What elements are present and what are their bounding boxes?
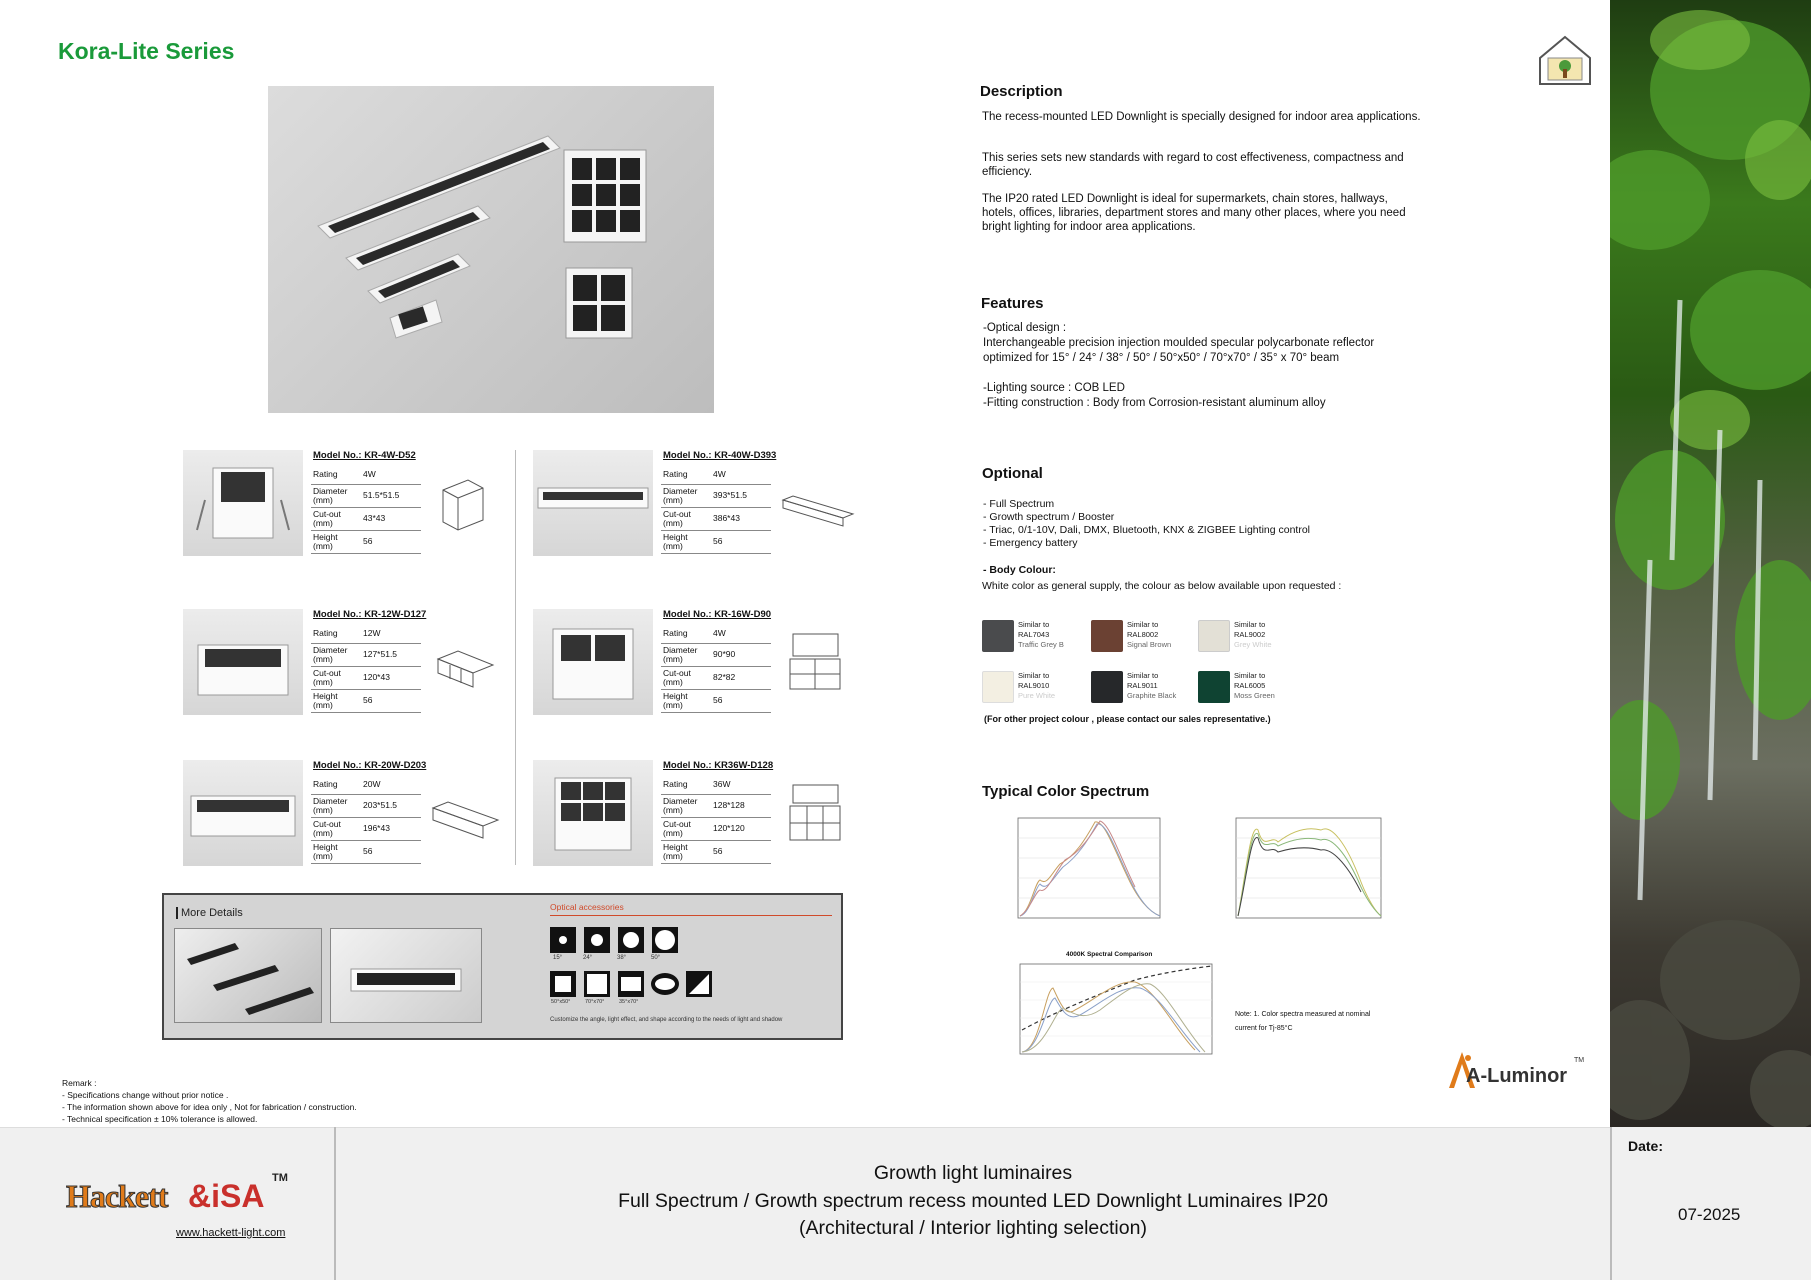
swatch-label: Similar to RAL9010 Pure White — [1018, 671, 1056, 700]
description-paragraph: The IP20 rated LED Downlight is ideal for supermarkets, chain stores, hallways, hotels, offices, libraries, department stores and many other places, where you need bright lighting for indoor area applications. — [982, 193, 1406, 233]
optional-list — [983, 498, 1310, 550]
spec-table — [661, 466, 771, 554]
optional-heading: Optional — [982, 465, 1043, 482]
spectrum-chart-3-title: 4000K Spectral Comparison — [1066, 951, 1153, 958]
swatch-label: Similar to RAL7043 Traffic Grey B — [1018, 620, 1064, 649]
model-thumbnail — [183, 450, 303, 556]
footer-line: (Architectural / Interior lighting selection) — [799, 1217, 1147, 1239]
more-details-title: More Details — [176, 907, 243, 919]
spec-value: 4W — [361, 466, 421, 484]
swatch-label: Similar to RAL9002 Grey White — [1234, 620, 1272, 649]
feature-line: optimized for 15° / 24° / 38° / 50° / 50°x50° / 70°x70° / 35° x 70° beam — [983, 352, 1340, 364]
model-card — [533, 450, 863, 560]
hero-product-image — [268, 86, 714, 413]
model-column-divider — [515, 450, 516, 865]
website-link[interactable]: www.hackett-light.com — [176, 1227, 286, 1239]
date-box — [1610, 1127, 1811, 1280]
spec-value: 4W — [711, 466, 771, 484]
dimension-drawing — [428, 470, 508, 540]
hackett-isa-logo: Hackett &iSA TM — [66, 1172, 288, 1214]
dimension-drawing — [428, 629, 508, 699]
remark-line: - The information shown above for idea only , Not for fabrication / construction. — [62, 1102, 357, 1112]
remark-line: - Specifications change without prior notice . — [62, 1090, 229, 1100]
spec-value: 56 — [361, 689, 421, 712]
spec-value: 386*43 — [711, 507, 771, 530]
description-heading: Description — [980, 83, 1063, 100]
dimension-drawing — [778, 470, 858, 540]
spec-label: Diameter (mm) — [311, 484, 361, 507]
remark-line: - Technical specification ± 10% tolerance is allowed. — [62, 1114, 258, 1124]
spec-value: 43*43 — [361, 507, 421, 530]
spec-label: Rating — [661, 466, 711, 484]
colour-swatch — [1091, 620, 1123, 652]
feature-line: -Optical design : — [983, 322, 1067, 334]
optional-item: - Emergency battery — [983, 537, 1078, 549]
spec-label: Height (mm) — [661, 530, 711, 553]
remark-title: Remark : — [62, 1078, 97, 1088]
date-label: Date: — [1628, 1138, 1664, 1154]
spec-value: 393*51.5 — [711, 484, 771, 507]
spec-table — [661, 776, 771, 864]
spec-value: 56 — [711, 689, 771, 712]
spec-value: 12W — [361, 625, 421, 643]
model-card — [183, 609, 513, 719]
footer-line: Full Spectrum / Growth spectrum recess mounted LED Downlight Luminaires IP20 — [618, 1189, 1328, 1212]
divider — [550, 915, 832, 916]
spec-label: Diameter (mm) — [661, 643, 711, 666]
beam-labels-row2: 50°x50° 70°x70° 35°x70° — [551, 999, 639, 1005]
feature-line: -Fitting construction : Body from Corrosion-resistant aluminum alloy — [983, 397, 1326, 409]
spec-table — [311, 466, 421, 554]
spec-label: Rating — [661, 625, 711, 643]
contact-note: (For other project colour , please contact our sales representative.) — [984, 714, 1271, 724]
model-thumbnail — [183, 760, 303, 866]
spec-label: Cut-out (mm) — [661, 666, 711, 689]
accessories-caption: Customize the angle, light effect, and shape according to the needs of light and shadow — [550, 1017, 783, 1023]
spec-value: 36W — [711, 776, 771, 794]
beam-icons-row2 — [550, 971, 750, 1001]
detail-photo — [330, 928, 482, 1023]
model-number: Model No.: KR-4W-D52 — [313, 450, 416, 461]
spec-value: 127*51.5 — [361, 643, 421, 666]
model-card — [183, 450, 513, 560]
feature-line: Interchangeable precision injection moulded specular polycarbonate reflector — [983, 337, 1375, 349]
spec-label: Diameter (mm) — [311, 794, 361, 817]
optional-item: - Triac, 0/1-10V, Dali, DMX, Bluetooth, KNX & ZIGBEE Lighting control — [983, 524, 1311, 536]
body-colour-label: - Body Colour: — [983, 564, 1056, 576]
spectrum-note: Note: 1. Color spectra measured at nominal current for Tj-85°C — [1235, 1011, 1371, 1032]
description-paragraph: This series sets new standards with regard to cost effectiveness, compactness and efficiency. — [982, 152, 1404, 178]
spec-label: Height (mm) — [311, 689, 361, 712]
colour-swatch — [1091, 671, 1123, 703]
body-colour-note: White color as general supply, the colour as below available upon requested : — [982, 580, 1342, 592]
spec-label: Rating — [311, 466, 361, 484]
colour-swatch — [982, 620, 1014, 652]
swatch-label: Similar to RAL6005 Moss Green — [1234, 671, 1275, 700]
spec-value: 56 — [711, 530, 771, 553]
spec-label: Rating — [311, 776, 361, 794]
beam-labels-row1: 15° 24° 38° 50° — [553, 955, 661, 961]
model-number: Model No.: KR-40W-D393 — [663, 450, 777, 461]
spec-value: 120*43 — [361, 666, 421, 689]
spec-label: Height (mm) — [311, 530, 361, 553]
spec-label: Cut-out (mm) — [311, 666, 361, 689]
spec-table — [311, 625, 421, 713]
spec-label: Diameter (mm) — [661, 484, 711, 507]
model-number: Model No.: KR-12W-D127 — [313, 609, 427, 620]
spec-label: Rating — [311, 625, 361, 643]
features-list — [983, 321, 1443, 411]
model-number: Model No.: KR-20W-D203 — [313, 760, 427, 771]
spec-value: 20W — [361, 776, 421, 794]
dimension-drawing — [778, 629, 858, 699]
spectrum-chart-3 — [985, 960, 1235, 1076]
model-thumbnail — [183, 609, 303, 715]
feature-line: -Lighting source : COB LED — [983, 382, 1125, 394]
detail-photo — [174, 928, 322, 1023]
remark — [62, 1077, 357, 1125]
spec-label: Height (mm) — [311, 840, 361, 863]
spec-table — [311, 776, 421, 864]
spec-value: 56 — [711, 840, 771, 863]
spec-label: Cut-out (mm) — [661, 817, 711, 840]
spec-value: 203*51.5 — [361, 794, 421, 817]
spectrum-heading: Typical Color Spectrum — [982, 783, 1150, 800]
spec-label: Diameter (mm) — [311, 643, 361, 666]
spec-value: 90*90 — [711, 643, 771, 666]
model-thumbnail — [533, 760, 653, 866]
series-title: Kora-Lite Series — [58, 38, 235, 64]
date-value: 07-2025 — [1678, 1205, 1741, 1224]
colour-swatch — [982, 671, 1014, 703]
more-details-panel — [162, 893, 843, 1040]
spec-value: 128*128 — [711, 794, 771, 817]
footer-title — [336, 1160, 1610, 1243]
footer-line: Growth light luminaires — [873, 1162, 1073, 1184]
spec-value: 56 — [361, 840, 421, 863]
description-paragraph: The recess-mounted LED Downlight is specially designed for indoor area applications. — [982, 111, 1421, 123]
spec-label: Rating — [661, 776, 711, 794]
spec-label: Cut-out (mm) — [311, 507, 361, 530]
features-heading: Features — [981, 295, 1044, 312]
feature-line — [983, 366, 1443, 381]
swatch-label: Similar to RAL8002 Signal Brown — [1127, 620, 1172, 649]
spec-label: Height (mm) — [661, 840, 711, 863]
spectrum-chart-1 — [985, 812, 1185, 934]
spec-value: 196*43 — [361, 817, 421, 840]
model-card — [183, 760, 513, 870]
optional-item: - Full Spectrum — [983, 498, 1055, 510]
model-card — [533, 760, 863, 870]
spec-value: 4W — [711, 625, 771, 643]
spec-value: 82*82 — [711, 666, 771, 689]
spec-table — [661, 625, 771, 713]
spec-label: Height (mm) — [661, 689, 711, 712]
model-thumbnail — [533, 450, 653, 556]
house-logo-icon — [1536, 34, 1594, 88]
colour-swatch — [1198, 620, 1230, 652]
beam-icons-row1 — [550, 927, 750, 967]
model-number: Model No.: KR-16W-D90 — [663, 609, 772, 620]
model-card — [533, 609, 863, 719]
spec-label: Cut-out (mm) — [311, 817, 361, 840]
spec-value: 120*120 — [711, 817, 771, 840]
spectrum-chart-2 — [1206, 812, 1406, 934]
optical-accessories-title: Optical accessories — [550, 902, 624, 912]
spec-label: Cut-out (mm) — [661, 507, 711, 530]
optional-item: - Growth spectrum / Booster — [983, 511, 1115, 523]
model-thumbnail — [533, 609, 653, 715]
model-number: Model No.: KR36W-D128 — [663, 760, 774, 771]
colour-swatch — [1198, 671, 1230, 703]
spec-value: 51.5*51.5 — [361, 484, 421, 507]
spec-label: Diameter (mm) — [661, 794, 711, 817]
dimension-drawing — [778, 780, 858, 850]
dimension-drawing — [428, 780, 508, 850]
spec-value: 56 — [361, 530, 421, 553]
nature-photo — [1610, 0, 1811, 1127]
swatch-label: Similar to RAL9011 Graphite Black — [1127, 671, 1177, 700]
